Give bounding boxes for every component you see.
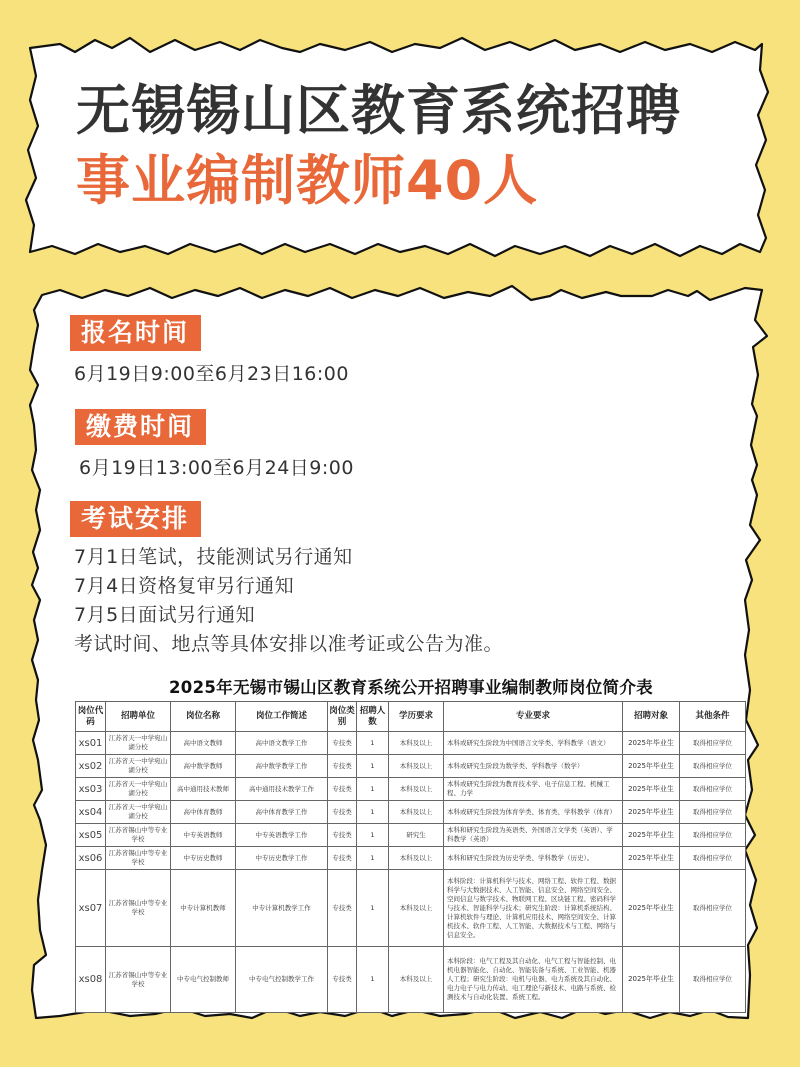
exam-line: 考试时间、地点等具体安排以准考证或公告为准。 [74,633,504,655]
section-registration [70,315,349,388]
cell-unit: 江苏省天一中学宛山湖分校 [106,732,171,755]
cell-category: 专技类 [328,824,357,847]
cell-category: 专技类 [328,847,357,870]
cell-duty: 中专计算机教学工作 [236,870,328,947]
col-header: 岗位工作简述 [236,702,328,732]
cell-education: 研究生 [389,824,444,847]
cell-unit: 江苏省天一中学宛山湖分校 [106,755,171,778]
table-row [76,824,746,847]
table-row [76,778,746,801]
cell-category: 专技类 [328,947,357,1013]
payment-time: 6月19日13:00至6月24日9:00 [79,457,354,479]
cell-major: 本科或研究生阶段为数学类、学科教学（数学） [444,755,623,778]
cell-position: 中专电气控制教师 [171,947,236,1013]
cell-position: 高中通用技术教师 [171,778,236,801]
cell-other: 取得相应学位 [680,947,746,1013]
cell-count: 1 [357,801,389,824]
cell-unit: 江苏省天一中学宛山湖分校 [106,801,171,824]
exam-label: 考试安排 [70,501,201,537]
cell-position: 中专英语教师 [171,824,236,847]
table-row [76,801,746,824]
cell-count: 1 [357,824,389,847]
cell-education: 本科及以上 [389,947,444,1013]
cell-major: 本科或研究生阶段为体育学类、体育类、学科教学（体育） [444,801,623,824]
position-table-wrap [75,676,747,1013]
col-header: 岗位类别 [328,702,357,732]
cell-major: 本科和研究生阶段为历史学类、学科教学（历史）。 [444,847,623,870]
cell-position: 中专历史教师 [171,847,236,870]
cell-education: 本科及以上 [389,755,444,778]
cell-code: xs04 [76,801,106,824]
cell-duty: 高中通用技术教学工作 [236,778,328,801]
exam-line: 7月4日资格复审另行通知 [74,575,295,597]
cell-other: 取得相应学位 [680,847,746,870]
cell-code: xs07 [76,870,106,947]
payment-label: 缴费时间 [75,409,206,445]
table-title: 2025年无锡市锡山区教育系统公开招聘事业编制教师岗位简介表 [75,676,747,701]
cell-major: 本科和研究生阶段为英语类、外国语言文学类（英语）、学科教学（英语） [444,824,623,847]
cell-position: 高中体育教师 [171,801,236,824]
table-row [76,755,746,778]
cell-count: 1 [357,870,389,947]
cell-target: 2025年毕业生 [623,778,680,801]
cell-category: 专技类 [328,801,357,824]
table-row [76,732,746,755]
exam-line: 7月5日面试另行通知 [74,604,256,626]
cell-count: 1 [357,847,389,870]
cell-code: xs06 [76,847,106,870]
col-header: 岗位代码 [76,702,106,732]
cell-position: 高中数学教师 [171,755,236,778]
cell-target: 2025年毕业生 [623,755,680,778]
cell-target: 2025年毕业生 [623,824,680,847]
cell-category: 专技类 [328,732,357,755]
cell-education: 本科及以上 [389,847,444,870]
cell-duty: 高中语文教学工作 [236,732,328,755]
cell-duty: 高中体育教学工作 [236,801,328,824]
cell-other: 取得相应学位 [680,778,746,801]
cell-duty: 高中数学教学工作 [236,755,328,778]
table-row [76,870,746,947]
cell-target: 2025年毕业生 [623,870,680,947]
cell-count: 1 [357,778,389,801]
cell-count: 1 [357,755,389,778]
table-row [76,847,746,870]
cell-education: 本科及以上 [389,778,444,801]
cell-position: 中专计算机教师 [171,870,236,947]
title-sub: 事业编制教师40人 [76,149,539,212]
cell-other: 取得相应学位 [680,732,746,755]
section-exam [70,501,503,659]
exam-line: 7月1日笔试，技能测试另行通知 [74,546,353,568]
cell-unit: 江苏省锡山中等专业学校 [106,870,171,947]
cell-other: 取得相应学位 [680,870,746,947]
col-header: 招聘单位 [106,702,171,732]
col-header: 岗位名称 [171,702,236,732]
cell-major: 本科阶段：电气工程及其自动化、电气工程与智能控制、电机电器智能化、自动化、智能装备与系统、工业智能、机器人工程；研究生阶段：电机与电器、电力系统及其自动化、电力电子与电力传动、电工理论与新技术、电路与系统、检测技术与自动化装置、系统工程。 [444,947,623,1013]
registration-time: 6月19日9:00至6月23日16:00 [74,363,349,385]
section-payment [75,409,354,482]
position-table [75,701,746,1013]
cell-count: 1 [357,947,389,1013]
col-header: 专业要求 [444,702,623,732]
cell-code: xs01 [76,732,106,755]
col-header: 招聘人数 [357,702,389,732]
cell-unit: 江苏省锡山中等专业学校 [106,947,171,1013]
cell-major: 本科阶段：计算机科学与技术、网络工程、软件工程、数据科学与大数据技术、人工智能、信息安全、网络空间安全、空间信息与数字技术、物联网工程、区块链工程、密码科学与技术、智能科学与技术；研究生阶段：计算机系统结构、计算机软件与理论、计算机应用技术、网络空间安全、计算机技术、软件工程、人工智能、大数据技术与工程、网络与信息安全。 [444,870,623,947]
table-header-row [76,702,746,732]
cell-other: 取得相应学位 [680,755,746,778]
cell-position: 高中语文教师 [171,732,236,755]
cell-category: 专技类 [328,778,357,801]
poster-title [76,78,756,214]
cell-target: 2025年毕业生 [623,732,680,755]
cell-count: 1 [357,732,389,755]
col-header: 其他条件 [680,702,746,732]
cell-education: 本科及以上 [389,801,444,824]
col-header: 招聘对象 [623,702,680,732]
cell-duty: 中专历史教学工作 [236,847,328,870]
table-row [76,947,746,1013]
cell-code: xs03 [76,778,106,801]
cell-duty: 中专英语教学工作 [236,824,328,847]
cell-code: xs02 [76,755,106,778]
cell-unit: 江苏省天一中学宛山湖分校 [106,778,171,801]
cell-major: 本科或研究生阶段为中国语言文学类、学科教学（语文） [444,732,623,755]
cell-target: 2025年毕业生 [623,847,680,870]
cell-education: 本科及以上 [389,732,444,755]
cell-target: 2025年毕业生 [623,801,680,824]
cell-category: 专技类 [328,870,357,947]
col-header: 学历要求 [389,702,444,732]
cell-unit: 江苏省锡山中等专业学校 [106,824,171,847]
cell-major: 本科或研究生阶段为教育技术学、电子信息工程、机械工程、力学 [444,778,623,801]
registration-label: 报名时间 [70,315,201,351]
title-main: 无锡锡山区教育系统招聘 [76,79,681,142]
cell-target: 2025年毕业生 [623,947,680,1013]
cell-duty: 中专电气控制教学工作 [236,947,328,1013]
cell-other: 取得相应学位 [680,824,746,847]
cell-code: xs08 [76,947,106,1013]
cell-unit: 江苏省锡山中等专业学校 [106,847,171,870]
cell-other: 取得相应学位 [680,801,746,824]
cell-category: 专技类 [328,755,357,778]
cell-education: 本科及以上 [389,870,444,947]
cell-code: xs05 [76,824,106,847]
